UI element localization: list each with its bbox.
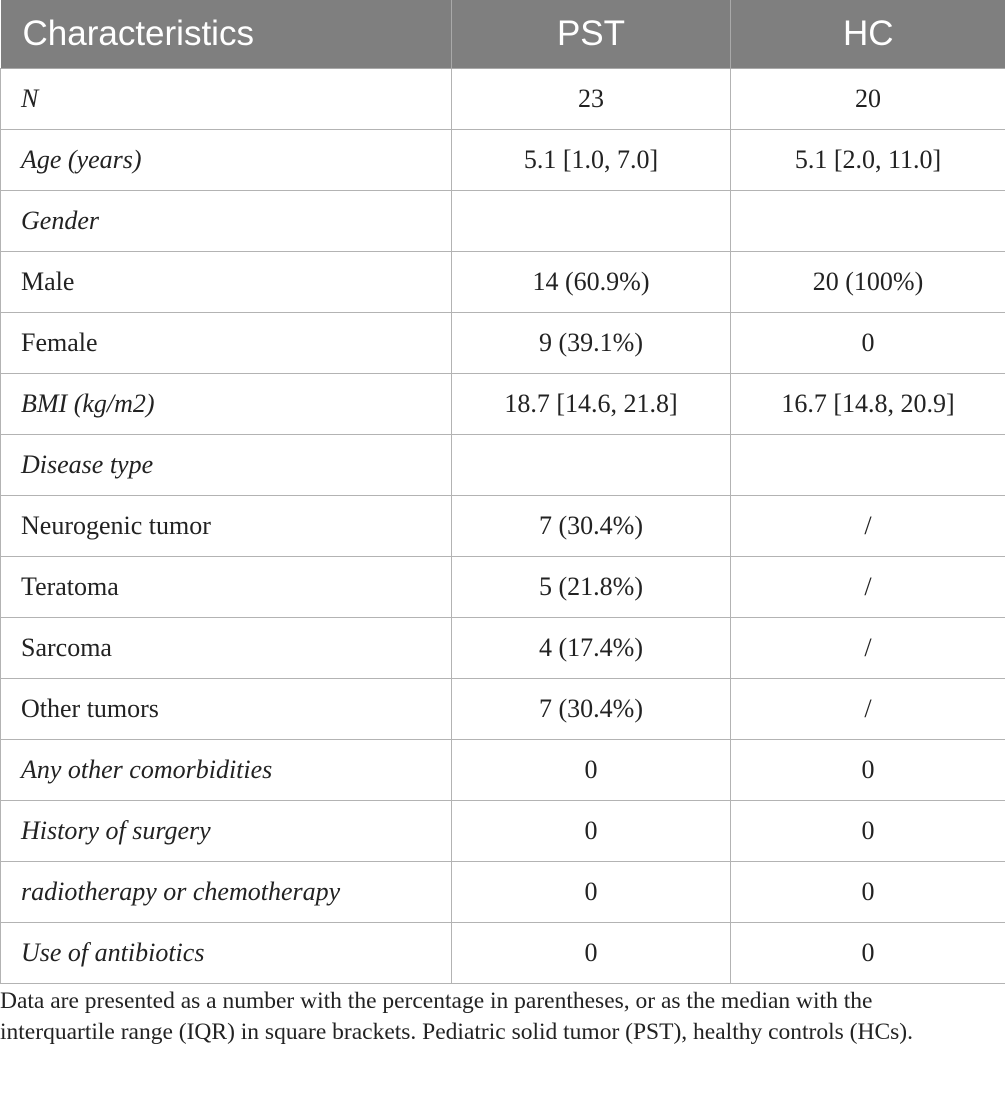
table-row: [1, 862, 1005, 923]
header-characteristics: Characteristics: [1, 0, 452, 69]
hc-value: 0: [731, 801, 1005, 862]
pst-value: 0: [452, 923, 731, 984]
table-header: [1, 0, 1005, 69]
row-label: Gender: [1, 191, 452, 252]
pst-value: 5 (21.8%): [452, 557, 731, 618]
pst-value: 7 (30.4%): [452, 679, 731, 740]
table-row: [1, 801, 1005, 862]
row-label: Female: [1, 313, 452, 374]
pst-value: 0: [452, 740, 731, 801]
pst-value: [452, 435, 731, 496]
table-row: [1, 435, 1005, 496]
hc-value: /: [731, 618, 1005, 679]
table-row: [1, 923, 1005, 984]
table-row: [1, 313, 1005, 374]
pst-value: 9 (39.1%): [452, 313, 731, 374]
pst-value: 4 (17.4%): [452, 618, 731, 679]
pst-value: 5.1 [1.0, 7.0]: [452, 130, 731, 191]
row-label: radiotherapy or chemotherapy: [1, 862, 452, 923]
hc-value: /: [731, 557, 1005, 618]
row-label: Sarcoma: [1, 618, 452, 679]
pst-value: [452, 191, 731, 252]
pst-value: 0: [452, 801, 731, 862]
table-row: [1, 557, 1005, 618]
row-label: Teratoma: [1, 557, 452, 618]
hc-value: 0: [731, 740, 1005, 801]
row-label: Male: [1, 252, 452, 313]
table-row: [1, 679, 1005, 740]
hc-value: 0: [731, 313, 1005, 374]
row-label: History of surgery: [1, 801, 452, 862]
table-body: [1, 69, 1005, 984]
header-row: [1, 0, 1005, 69]
hc-value: 20 (100%): [731, 252, 1005, 313]
row-label: Other tumors: [1, 679, 452, 740]
table-row: [1, 191, 1005, 252]
hc-value: 16.7 [14.8, 20.9]: [731, 374, 1005, 435]
table-row: [1, 740, 1005, 801]
hc-value: /: [731, 679, 1005, 740]
table-row: [1, 252, 1005, 313]
hc-value: 5.1 [2.0, 11.0]: [731, 130, 1005, 191]
row-label: BMI (kg/m2): [1, 374, 452, 435]
table-row: [1, 618, 1005, 679]
table-row: [1, 496, 1005, 557]
table-footnote: Data are presented as a number with the percentage in parentheses, or as the median with the interquartile range (IQR) in square brackets. Pediatric solid tumor (PST), healthy controls (HCs).: [0, 988, 914, 1045]
row-label: Age (years): [1, 130, 452, 191]
table-row: [1, 69, 1005, 130]
pst-value: 7 (30.4%): [452, 496, 731, 557]
table-row: [1, 374, 1005, 435]
header-pst: PST: [452, 0, 731, 69]
table-row: [1, 130, 1005, 191]
hc-value: /: [731, 496, 1005, 557]
header-hc: HC: [731, 0, 1005, 69]
hc-value: 20: [731, 69, 1005, 130]
hc-value: [731, 435, 1005, 496]
row-label: Use of antibiotics: [1, 923, 452, 984]
pst-value: 14 (60.9%): [452, 252, 731, 313]
pst-value: 23: [452, 69, 731, 130]
pst-value: 18.7 [14.6, 21.8]: [452, 374, 731, 435]
row-label: Any other comorbidities: [1, 740, 452, 801]
hc-value: 0: [731, 862, 1005, 923]
pst-value: 0: [452, 862, 731, 923]
hc-value: [731, 191, 1005, 252]
row-label: N: [1, 69, 452, 130]
row-label: Neurogenic tumor: [1, 496, 452, 557]
hc-value: 0: [731, 923, 1005, 984]
row-label: Disease type: [1, 435, 452, 496]
